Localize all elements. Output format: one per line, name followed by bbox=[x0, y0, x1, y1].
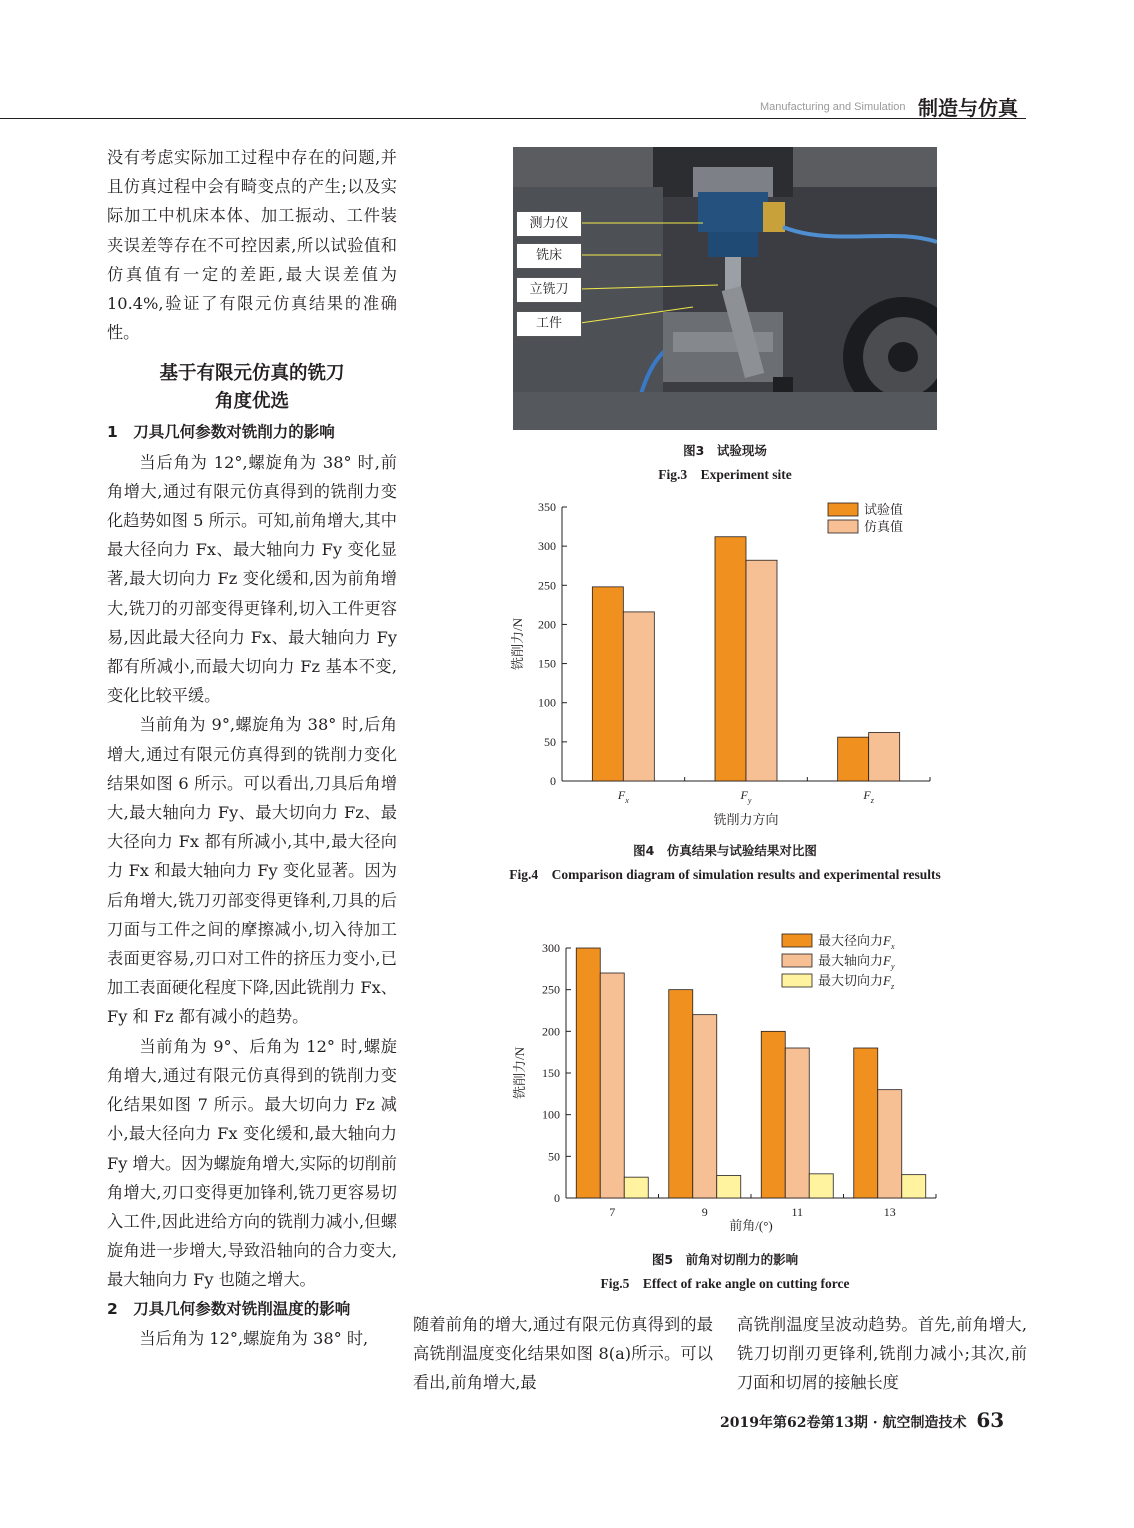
x-tick-label: $F_y$ bbox=[740, 788, 752, 805]
y-tick-label: 300 bbox=[538, 539, 556, 554]
y-tick-label: 150 bbox=[538, 656, 556, 671]
legend-label: 最大切向力$F_z$ bbox=[818, 973, 895, 991]
y-tick-label: 0 bbox=[554, 1191, 560, 1205]
page-number: 63 bbox=[976, 1408, 1005, 1432]
y-tick-label: 250 bbox=[542, 982, 560, 997]
y-tick-label: 200 bbox=[538, 617, 556, 632]
paragraph-3: 当前角为 9°,螺旋角为 38° 时,后角增大,通过有限元仿真得到的铣削力变化结果如图 6 所示。可以看出,刀具后角增大,最大轴向力 Fy、最大切向力 Fz、最大径向力 Fx 都有所减小,其中,最大径向力 Fx 和最大轴向力 Fy 变化显著。因为后角增大,铣刀刃部变得更锋利,刀具的后刀面与工件之间的摩擦减小,切入待加工表面更容易,刃口对工件的挤压力变小,已加工表面硬化程度下降,因此铣削力 Fx、Fy 和 Fz 都有减小的趋势。 bbox=[107, 715, 397, 1027]
fig3-caption-cn: 图3 试验现场 bbox=[683, 443, 767, 458]
right-column-text: 高铣削温度呈波动趋势。首先,前角增大,铣刀切削刃更锋利,铣削力减小;其次,前刀面和切屑的接触长度 bbox=[737, 1315, 1027, 1393]
bar bbox=[669, 990, 693, 1198]
paragraph-1: 没有考虑实际加工过程中存在的问题,并且仿真过程中会有畸变点的产生;以及实际加工中机床本体、加工振动、工件装夹误差等存在不可控因素,所以试验值和仿真值有一定的差距,最大误差值为 10.4%,验证了有限元仿真结果的准确性。 bbox=[107, 148, 397, 343]
bar bbox=[624, 1177, 648, 1198]
subheading-1: 1 刀具几何参数对铣削力的影响 bbox=[107, 423, 335, 442]
bar bbox=[785, 1048, 809, 1198]
fig5-bar-chart bbox=[500, 925, 950, 1240]
y-tick-label: 200 bbox=[542, 1024, 560, 1039]
bar bbox=[623, 612, 654, 781]
middle-column-text: 随着前角的增大,通过有限元仿真得到的最高铣削温度变化结果如图 8(a)所示。可以看出,前角增大,最 bbox=[413, 1315, 713, 1393]
legend-swatch bbox=[828, 520, 858, 533]
bar bbox=[715, 537, 746, 781]
y-tick-label: 0 bbox=[550, 774, 556, 788]
footer-issue: 2019年第62卷第13期 · 航空制造技术 bbox=[720, 1415, 967, 1431]
fig4-bar-chart bbox=[500, 495, 950, 835]
y-tick-label: 250 bbox=[538, 578, 556, 593]
x-tick-label: $F_z$ bbox=[863, 788, 874, 805]
fig5-caption-cn: 图5 前角对切削力的影响 bbox=[651, 1252, 799, 1267]
subheading-2: 2 刀具几何参数对铣削温度的影响 bbox=[107, 1299, 351, 1318]
fig4-caption-cn: 图4 仿真结果与试验结果对比图 bbox=[633, 843, 817, 858]
bar bbox=[761, 1031, 785, 1198]
legend-swatch bbox=[782, 974, 812, 987]
bar bbox=[717, 1176, 741, 1199]
y-tick-label: 50 bbox=[544, 734, 556, 749]
bar bbox=[576, 948, 600, 1198]
bar bbox=[878, 1090, 902, 1198]
label-workpiece: 工件 bbox=[516, 311, 582, 337]
bar bbox=[693, 1015, 717, 1198]
fig4-caption-en: Fig.4 Comparison diagram of simulation results and experimental results bbox=[509, 867, 941, 882]
y-tick-label: 300 bbox=[542, 941, 560, 955]
left-column bbox=[107, 143, 397, 1353]
fig3-caption-en: Fig.3 Experiment site bbox=[658, 467, 792, 482]
y-tick-label: 50 bbox=[548, 1149, 560, 1164]
section-title-line1: 基于有限元仿真的铣刀 bbox=[159, 363, 345, 385]
bar bbox=[902, 1175, 926, 1198]
bar bbox=[592, 587, 623, 781]
footer bbox=[720, 1408, 1004, 1432]
label-end-mill: 立铣刀 bbox=[516, 277, 582, 303]
paragraph-5: 当后角为 12°,螺旋角为 38° 时, bbox=[139, 1328, 369, 1348]
section-title bbox=[107, 360, 397, 416]
y-axis-label: 铣削力/N bbox=[512, 1046, 527, 1100]
legend-label: 试验值 bbox=[864, 502, 904, 517]
x-tick-label: 9 bbox=[701, 1205, 708, 1219]
legend-label: 最大轴向力$F_y$ bbox=[818, 953, 895, 971]
legend-swatch bbox=[828, 503, 858, 516]
paragraph-4: 当前角为 9°、后角为 12° 时,螺旋角增大,通过有限元仿真得到的铣削力变化结果如图 7 所示。最大切向力 Fz 减小,最大径向力 Fx 变化缓和,最大轴向力 Fy 增大。因为螺旋角增大,实际的切削前角增大,刃口变得更加锋利,铣刀更容易切入工件,因此进给方向的铣削力减小,但螺旋角进一步增大,导致沿轴向的合力变大,最大轴向力 Fy 也随之增大。 bbox=[107, 1036, 397, 1290]
bar bbox=[838, 737, 869, 781]
x-axis-label: 铣削力方向 bbox=[713, 812, 779, 827]
bar bbox=[869, 732, 900, 781]
x-tick-label: $F_x$ bbox=[617, 788, 629, 805]
legend-swatch bbox=[782, 934, 812, 947]
x-axis-label: 前角/(°) bbox=[729, 1218, 773, 1233]
header-rule bbox=[0, 118, 1026, 119]
bar bbox=[809, 1174, 833, 1198]
legend-swatch bbox=[782, 954, 812, 967]
fig5-caption-en: Fig.5 Effect of rake angle on cutting force bbox=[600, 1276, 850, 1291]
x-tick-label: 7 bbox=[609, 1205, 616, 1219]
x-tick-label: 13 bbox=[883, 1205, 896, 1219]
bar bbox=[746, 560, 777, 781]
legend-label: 仿真值 bbox=[864, 519, 904, 534]
journal-section-cn: 制造与仿真 bbox=[918, 96, 1018, 120]
y-tick-label: 350 bbox=[538, 500, 556, 514]
label-dynamometer: 测力仪 bbox=[516, 211, 582, 237]
y-axis-label: 铣削力/N bbox=[510, 617, 525, 671]
bar bbox=[600, 973, 624, 1198]
y-tick-label: 100 bbox=[542, 1107, 560, 1122]
bar bbox=[854, 1048, 878, 1198]
section-title-line2: 角度优选 bbox=[214, 391, 289, 413]
paragraph-2: 当后角为 12°,螺旋角为 38° 时,前角增大,通过有限元仿真得到的铣削力变化趋势如图 5 所示。可知,前角增大,其中最大径向力 Fx、最大轴向力 Fy 变化显著,最大切向力 Fz 变化缓和,因为前角增大,铣刀的刃部变得更锋利,切入工件更容易,因此最大径向力 Fx、最大轴向力 Fy 都有所减小,而最大切向力 Fz 基本不变,变化比较平缓。 bbox=[107, 452, 397, 706]
y-tick-label: 100 bbox=[538, 695, 556, 710]
y-tick-label: 150 bbox=[542, 1066, 560, 1080]
legend-label: 最大径向力$F_x$ bbox=[818, 933, 895, 951]
x-tick-label: 11 bbox=[791, 1205, 804, 1219]
journal-section-en: Manufacturing and Simulation bbox=[760, 101, 906, 113]
label-milling-machine: 铣床 bbox=[516, 243, 582, 269]
experiment-site-photo bbox=[513, 147, 937, 430]
